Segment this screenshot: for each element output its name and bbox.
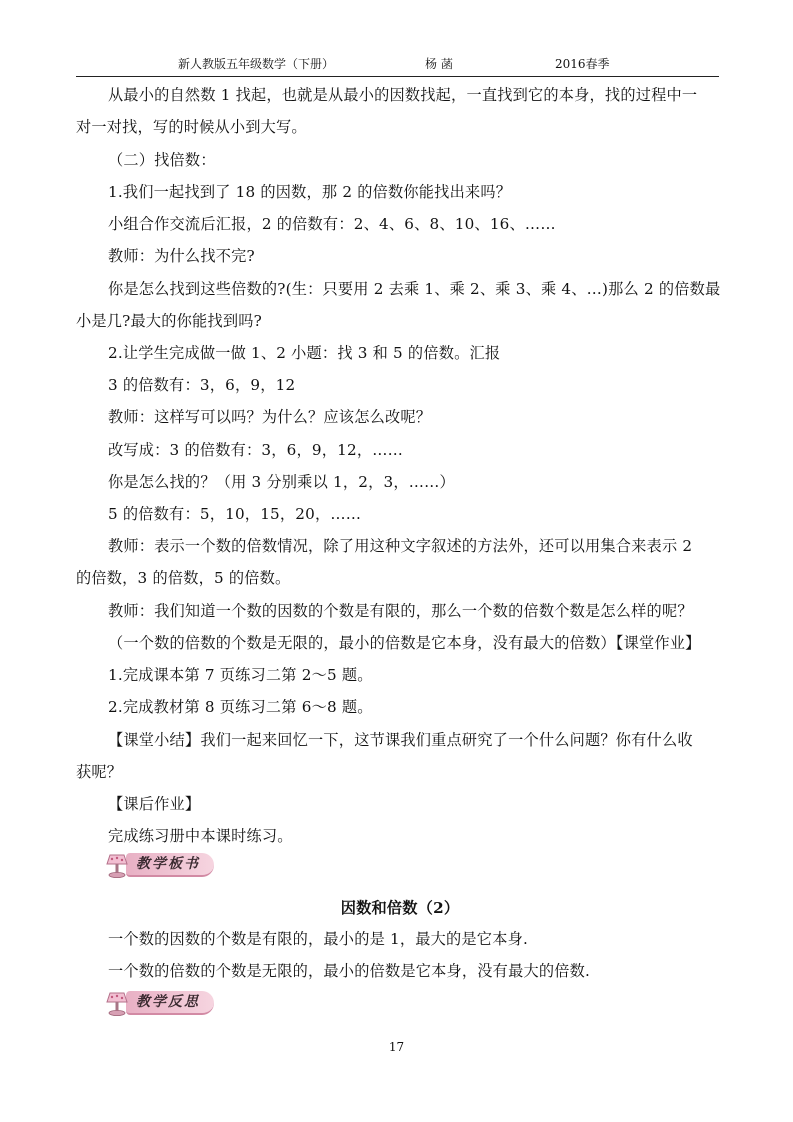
lamp-icon: [104, 851, 130, 879]
text-line: 你是怎么找的？（用 3 分别乘以 1，2，3，……）: [108, 473, 455, 491]
header-book-title: 新人教版五年级数学（下册）: [178, 57, 335, 71]
text-line: 教师：这样写可以吗？为什么？应该怎么改呢？: [108, 408, 432, 426]
text-line: 你是怎么找到这些倍数的?(生：只要用 2 去乘 1、乘 2、乘 3、乘 4、…)那么 2 的倍数最: [108, 280, 721, 298]
reflection-section-badge: [104, 988, 214, 1018]
text-line: 小是几?最大的你能找到吗?: [76, 312, 262, 330]
board-line: 一个数的因数的个数是有限的，最小的是 1，最大的是它本身.: [108, 930, 528, 948]
text-line: （一个数的倍数的个数是无限的，最小的倍数是它本身，没有最大的倍数）【课堂作业】: [108, 634, 701, 652]
badge-label: 教学反思: [126, 991, 214, 1015]
text-line: 教师：我们知道一个数的因数的个数是有限的，那么一个数的倍数个数是怎么样的呢？: [108, 602, 693, 620]
header-author: 杨 菡: [425, 57, 453, 71]
board-title: 因数和倍数（2）: [340, 899, 460, 917]
text-line: 对一对找，写的时候从小到大写。: [76, 118, 307, 136]
section-heading: （二）找倍数：: [108, 151, 216, 169]
text-line: 2.完成教材第 8 页练习二第 6～8 题。: [108, 698, 373, 716]
text-line: 小组合作交流后汇报，2 的倍数有：2、4、6、8、10、16、……: [108, 215, 556, 233]
board-section-badge: [104, 850, 214, 880]
text-line: 1.完成课本第 7 页练习二第 2～5 题。: [108, 666, 373, 684]
text-line: 【课堂小结】我们一起来回忆一下，这节课我们重点研究了一个什么问题？你有什么收: [108, 731, 693, 749]
board-line: 一个数的倍数的个数是无限的，最小的倍数是它本身，没有最大的倍数.: [108, 962, 591, 980]
text-line: 【课后作业】: [108, 795, 201, 813]
text-line: 改写成：3 的倍数有：3，6，9，12，……: [108, 441, 404, 459]
text-line: 2.让学生完成做一做 1、2 小题：找 3 和 5 的倍数。汇报: [108, 344, 501, 362]
text-line: 的倍数，3 的倍数，5 的倍数。: [76, 569, 291, 587]
header-rule: [76, 76, 719, 77]
page-number: 17: [388, 1040, 405, 1054]
text-line: 1.我们一起找到了 18 的因数，那 2 的倍数你能找出来吗？: [108, 183, 512, 201]
header-term: 2016春季: [555, 57, 610, 71]
page-header: [0, 55, 793, 73]
text-line: 教师：为什么找不完?: [108, 247, 255, 265]
badge-label: 教学板书: [126, 853, 214, 877]
text-line: 3 的倍数有：3，6，9，12: [108, 376, 296, 394]
text-line: 从最小的自然数 1 找起，也就是从最小的因数找起，一直找到它的本身，找的过程中一: [108, 86, 698, 104]
text-line: 完成练习册中本课时练习。: [108, 827, 293, 845]
text-line: 获呢？: [76, 763, 123, 781]
text-line: 5 的倍数有：5，10，15，20，……: [108, 505, 362, 523]
lamp-icon: [104, 989, 130, 1017]
text-line: 教师：表示一个数的倍数情况，除了用这种文字叙述的方法外，还可以用集合来表示 2: [108, 537, 693, 555]
